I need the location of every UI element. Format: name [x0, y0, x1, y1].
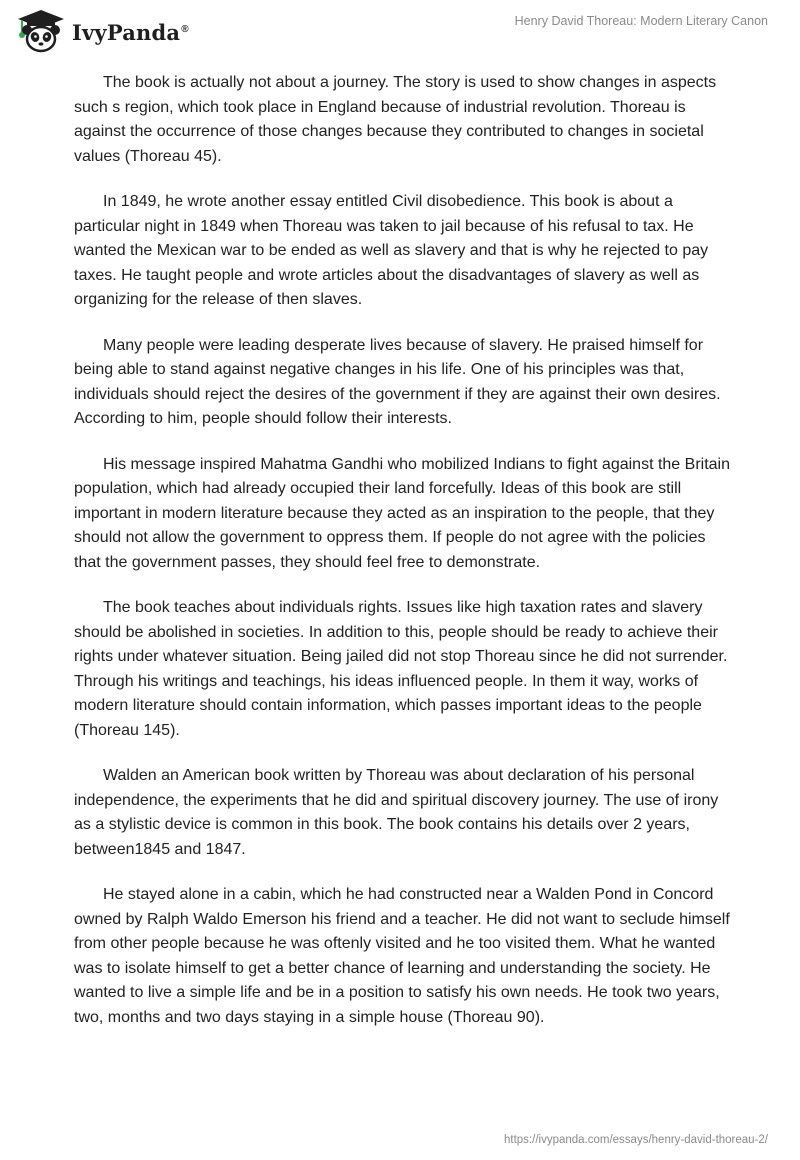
registered-mark: ®: [181, 23, 189, 35]
paragraph: In 1849, he wrote another essay entitled Civil disobedience. This book is about a particular night in 1849 when Thoreau was taken to jail because of his refusal to tax. He wanted the Mexican war to be ended as well as slavery and that is why he rejected to pay taxes. He taught people and wrote articles about the disadvantages of slavery as well as organizing for the release of then slaves.: [74, 193, 709, 308]
essay-body: [74, 71, 734, 1051]
ivypanda-logo[interactable]: [14, 8, 189, 54]
page-header: [0, 0, 800, 64]
paragraph: He stayed alone in a cabin, which he had constructed near a Walden Pond in Concord owned by Ralph Waldo Emerson his friend and a teacher. He did not want to seclude himself from other people because he was oftenly visited and he too visited them. What he wanted was to isolate himself to get a better chance of learning and understanding the society. He wanted to live a simple life and be in a position to satisfy his own needs. He took two years, two, months and two days staying in a simple house (Thoreau 90).: [74, 886, 730, 1026]
panda-graduation-cap-logo-icon: [14, 8, 68, 54]
paragraph: His message inspired Mahatma Gandhi who mobilized Indians to fight against the Britain population, which had already occupied their land forcefully. Ideas of this book are still important in modern literature because they acted as an inspiration to the people, that they should not allow the government to oppress them. If people do not agree with the policies that the government passes, they should feel free to demonstrate.: [74, 455, 730, 571]
paragraph: The book is actually not about a journey. The story is used to show changes in aspects such s region, which took place in England because of industrial revolution. Thoreau is against the occurrence of those changes because they contributed to changes in societal values (Thoreau 45).: [74, 74, 717, 165]
source-url-link[interactable]: https://ivypanda.com/essays/henry-david-thoreau-2/: [504, 1134, 768, 1146]
brand-name: IvyPanda®: [72, 19, 189, 45]
document-title: Henry David Thoreau: Modern Literary Canon: [514, 14, 768, 28]
paragraph: Walden an American book written by Thoreau was about declaration of his personal independence, the experiments that he did and spiritual discovery journey. The use of irony as a stylistic device is common in this book. The book contains his details over 2 years, between1845 and 1847.: [74, 767, 719, 858]
paragraph: Many people were leading desperate lives because of slavery. He praised himself for being able to stand against negative changes in his life. One of his principles was that, individuals should reject the desires of the government if they are against their own desires. According to him, people should follow their interests.: [74, 336, 721, 427]
paragraph: The book teaches about individuals rights. Issues like high taxation rates and slavery should be abolished in societies. In addition to this, people should be ready to achieve their rights under whatever situation. Being jailed did not stop Thoreau since he did not surrender. Through his writings and teachings, his ideas influenced people. In them it way, works of modern literature should contain information, which passes important ideas to the people (Thoreau 145).: [74, 599, 728, 739]
